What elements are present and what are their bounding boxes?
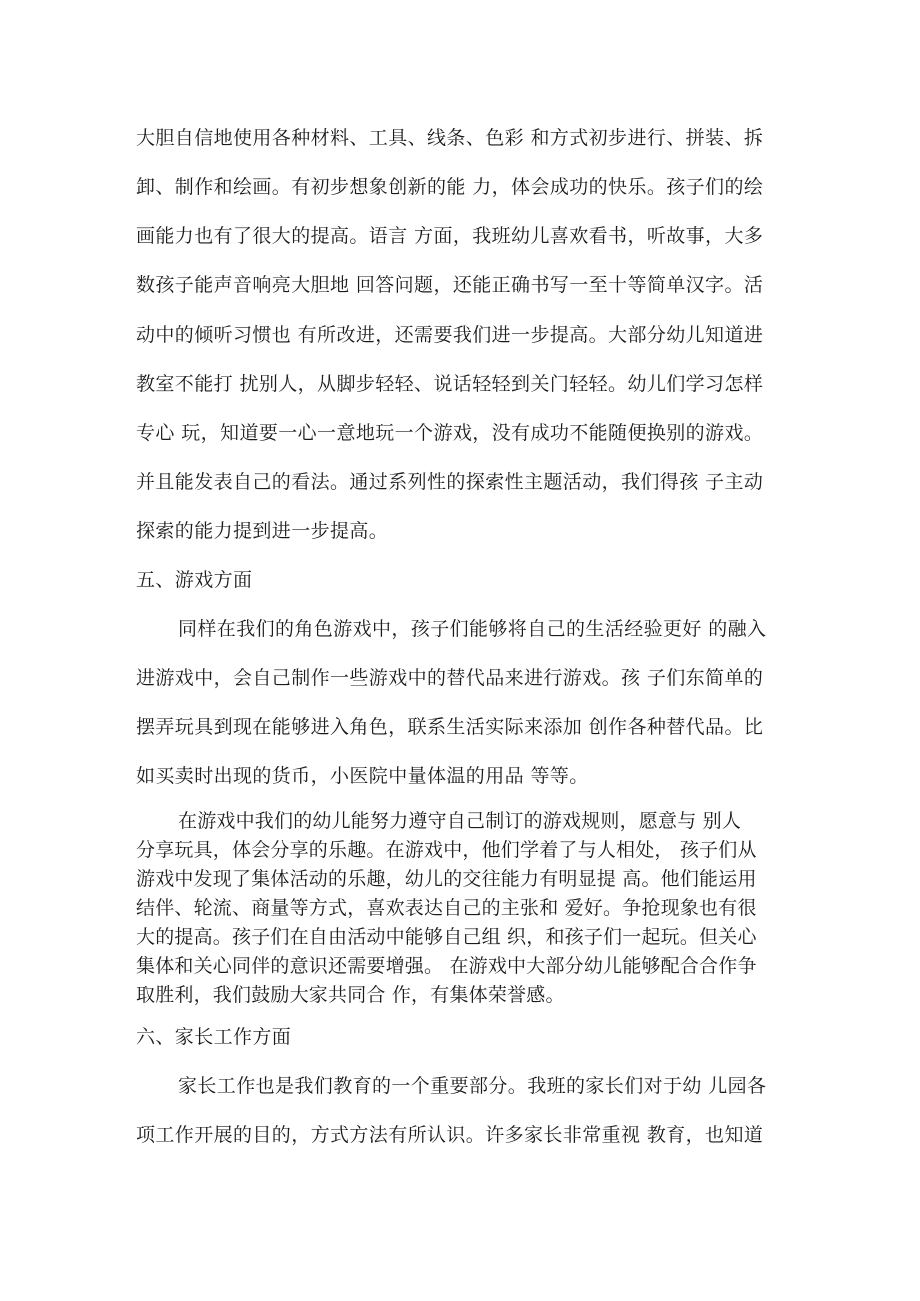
paragraph-line: 探索的能力提到进一步提高。 (136, 520, 389, 542)
paragraph-line: 游戏中发现了集体活动的乐趣，幼儿的交往能力有明显提 高。他们能运用 (136, 868, 757, 890)
paragraph-line: 集体和关心同伴的意识还需要增强。 在游戏中大部分幼儿能够配合合作争 (136, 955, 757, 977)
paragraph-line: 项工作开展的目的，方式方法有所认识。许多家长非常重视 教育，也知道 (136, 1124, 764, 1146)
paragraph-line: 家长工作也是我们教育的一个重要部分。我班的家长们对于幼 儿园各 (178, 1075, 767, 1097)
paragraph-line: 数孩子能声音响亮大胆地 回答问题，还能正确书写一至十等简单汉字。活 (136, 274, 764, 296)
paragraph-line: 进游戏中，会自己制作一些游戏中的替代品来进行游戏。孩 子们东简单的 (136, 667, 764, 689)
paragraph-line: 在游戏中我们的幼儿能努力遵守自己制订的游戏规则，愿意与 别人 (178, 810, 742, 832)
paragraph-line: 卸、制作和绘画。有初步想象创新的能 力，体会成功的快乐。孩子们的绘 (136, 176, 764, 198)
paragraph-line: 大的提高。孩子们在自由活动中能够自己组 织，和孩子们一起玩。但关心 (136, 926, 757, 948)
section-heading: 六、家长工作方面 (136, 1026, 292, 1048)
paragraph-line: 专心 玩，知道要一心一意地玩一个游戏，没有成功不能随便换别的游戏。 (136, 422, 764, 444)
paragraph-line: 并且能发表自己的看法。通过系列性的探索性主题活动，我们得孩 子主动 (136, 471, 764, 493)
paragraph-line: 结伴、轮流、商量等方式，喜欢表达自己的主张和 爱好。争抢现象也有很 (136, 897, 757, 919)
paragraph-line: 大胆自信地使用各种材料、工具、线条、色彩 和方式初步进行、拼装、拆 (136, 127, 764, 149)
paragraph-line: 如买卖时出现的货币，小医院中量体温的用品 等等。 (136, 765, 589, 787)
paragraph-line: 教室不能打 扰别人，从脚步轻轻、说话轻轻到关门轻轻。幼儿们学习怎样 (136, 373, 764, 395)
section-heading: 五、游戏方面 (136, 569, 253, 591)
paragraph-line: 动中的倾听习惯也 有所改进，还需要我们进一步提高。大部分幼儿知道进 (136, 324, 764, 346)
paragraph-line: 摆弄玩具到现在能够进入角色，联系生活实际来添加 创作各种替代品。比 (136, 716, 764, 738)
paragraph-line: 分享玩具，体会分享的乐趣。在游戏中，他们学着了与人相处， 孩子们从 (136, 839, 757, 861)
paragraph-line: 画能力也有了很大的提高。语言 方面，我班幼儿喜欢看书，听故事，大多 (136, 225, 764, 247)
paragraph-line: 取胜利，我们鼓励大家共同合 作，有集体荣誉感。 (136, 984, 565, 1006)
paragraph-line: 同样在我们的角色游戏中，孩子们能够将自己的生活经验更好 的融入 (178, 618, 767, 640)
